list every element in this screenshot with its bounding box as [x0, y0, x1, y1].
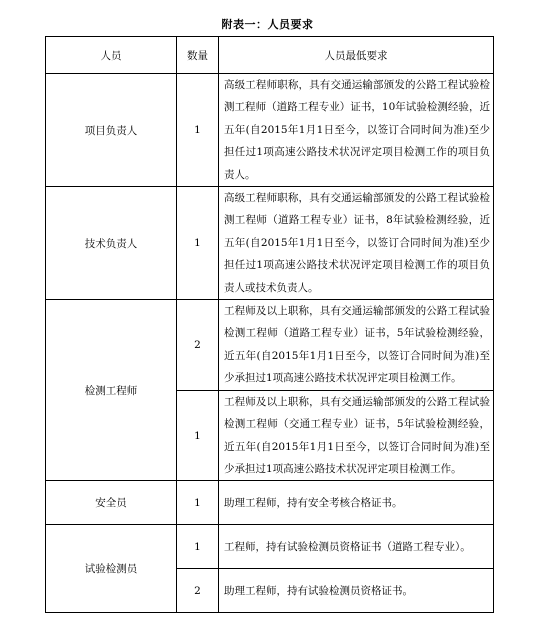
requirement-cell: 高级工程师职称，具有交通运输部颁发的公路工程试验检测工程师（道路工程专业）证书，10年试验检测经验，近五年(自2015年1月1日至今，以签订合同时间为准)至少担任过1项高速公路技术状况评定项目检测工作的项目负责人。 — [219, 74, 494, 187]
requirement-cell: 工程师，持有试验检测员资格证书（道路工程专业）。 — [219, 525, 494, 569]
document-title: 附表一：人员要求 — [221, 18, 314, 31]
requirement-cell: 助理工程师，持有安全考核合格证书。 — [219, 481, 494, 525]
requirement-cell: 工程师及以上职称，具有交通运输部颁发的公路工程试验检测工程师（道路工程专业）证书，5年试验检测经验，近五年(自2015年1月1日至今，以签订合同时间为准)至少承担过1项高速公路技术状况评定项目检测工作。 — [219, 300, 494, 391]
requirement-cell: 高级工程师职称，具有交通运输部颁发的公路工程试验检测工程师（道路工程专业）证书，8年试验检测经验，近五年(自2015年1月1日至今，以签订合同时间为准)至少担任过1项高速公路技术状况评定项目检测工作的项目负责人或技术负责人。 — [219, 187, 494, 300]
header-requirement: 人员最低要求 — [219, 37, 494, 74]
header-role: 人员 — [46, 37, 177, 74]
table-row — [46, 74, 494, 187]
count-cell: 1 — [177, 74, 219, 187]
table-row — [46, 525, 494, 569]
role-cell: 安全员 — [46, 481, 177, 525]
role-cell: 试验检测员 — [46, 525, 177, 613]
count-cell: 1 — [177, 481, 219, 525]
role-cell: 检测工程师 — [46, 300, 177, 481]
count-cell: 1 — [177, 390, 219, 481]
header-count: 数量 — [177, 37, 219, 74]
table-header-row — [46, 37, 494, 74]
role-cell: 项目负责人 — [46, 74, 177, 187]
count-cell: 2 — [177, 300, 219, 391]
count-cell: 1 — [177, 187, 219, 300]
requirement-cell: 助理工程师，持有试验检测员资格证书。 — [219, 569, 494, 613]
count-cell: 1 — [177, 525, 219, 569]
table-row — [46, 481, 494, 525]
table-row — [46, 300, 494, 391]
count-cell: 2 — [177, 569, 219, 613]
role-cell: 技术负责人 — [46, 187, 177, 300]
requirement-cell: 工程师及以上职称，具有交通运输部颁发的公路工程试验检测工程师（交通工程专业）证书，5年试验检测经验，近五年(自2015年1月1日至今，以签订合同时间为准)至少承担过1项高速公路技术状况评定项目检测工作。 — [219, 390, 494, 481]
personnel-requirements-table — [45, 36, 494, 613]
table-row — [46, 187, 494, 300]
